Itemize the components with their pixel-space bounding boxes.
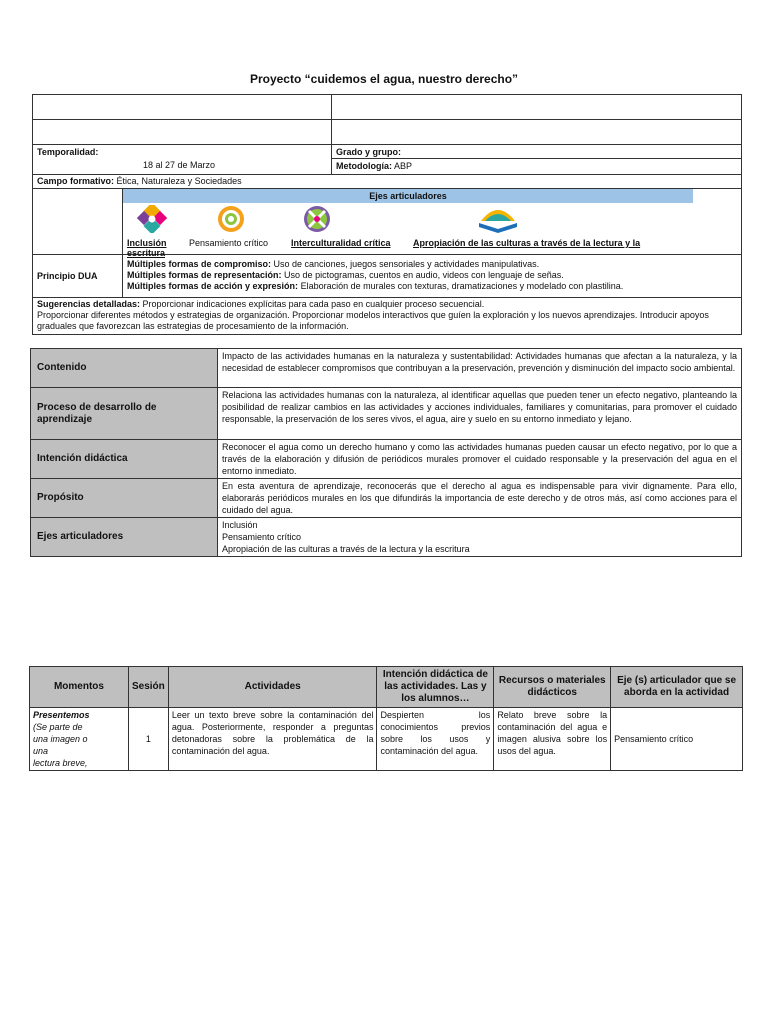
recursos-cell: Relato breve sobre la contaminación del agua e imagen alusiva sobre los usos del agua. [494,708,611,771]
intencion-label: Intención didáctica [31,440,218,478]
eje-inclusion-label: Inclusión [127,238,167,248]
dua-representacion [127,270,737,281]
grado-metodologia-cell [332,145,741,174]
header-momentos: Momentos [30,667,129,708]
blank-cell [332,120,741,144]
reading-culture-icon [477,203,519,233]
dua-compromiso-label: Múltiples formas de compromiso: [127,259,272,269]
ejes-articuladores-label: Ejes articuladores [31,518,218,556]
ejes-empty-cell [33,189,123,254]
sugerencias-line-1 [37,299,737,310]
interculturality-icon [303,205,331,233]
dua-accion-label: Múltiples formas de acción y expresión: [127,281,299,291]
actividades-cell: Leer un texto breve sobre la contaminación del agua. Posteriormente, responder a preguntas detonadoras sobre la problemática de la contaminación del agua. [168,708,377,771]
intencion-cell: Despierten los conocimientos previos sobre los usos y contaminación del agua. [377,708,494,771]
moments-table [29,666,743,771]
contenido-row [31,349,741,388]
planning-table [32,94,742,335]
critical-thinking-icon [217,205,245,233]
eje-pensamiento-label: Pensamiento crítico [189,238,269,248]
proposito-row [31,479,741,518]
dua-representacion-label: Múltiples formas de representación: [127,270,282,280]
proposito-label: Propósito [31,479,218,517]
dua-accion-text: Elaboración de murales con texturas, dramatizaciones y modelado con plastilina. [298,281,624,291]
metodologia-value: ABP [394,161,413,171]
dua-representacion-text: Uso de pictogramas, cuentos en audio, videos con lenguaje de señas. [281,270,564,280]
proceso-label: Proceso de desarrollo de aprendizaje [31,388,218,439]
eje-item: Apropiación de las culturas a través de la lectura y la escritura [222,544,470,554]
momento-line: lectura breve, [33,758,88,768]
eje-item: Pensamiento crítico [222,532,302,542]
eje-item: Inclusión [222,520,258,530]
header-actividades: Actividades [168,667,377,708]
contenido-label: Contenido [31,349,218,387]
eje-interculturalidad-label: Interculturalidad crítica [291,238,391,248]
intencion-value: Reconocer el agua como un derecho humano y como las actividades humanas pueden causar un efecto negativo, por lo que a través de la elaboración y difusión de periódicos murales promover el cuidado responsable y la preservación del agua en el entorno inmediato. [222,442,737,476]
sugerencias-label: Sugerencias detalladas: [37,299,141,309]
campo-line [33,175,246,188]
document-title: Proyecto “cuidemos el agua, nuestro derecho” [249,72,519,86]
ejes-row [33,189,741,258]
sesion-cell: 1 [128,708,168,771]
momento-line: una imagen o [33,734,88,744]
sugerencias-cell [33,298,741,334]
dua-compromiso-text: Uso de canciones, juegos sensoriales y actividades manipulativas. [271,259,540,269]
blank-row-2 [33,120,741,145]
dua-label: Principio DUA [33,255,123,297]
header-intencion: Intención didáctica de las actividades. Las y los alumnos… [377,667,494,708]
details-table [30,348,742,557]
intencion-row [31,440,741,479]
grado-label: Grado y grupo: [332,145,741,159]
table-row [30,708,743,771]
contenido-value: Impacto de las actividades humanas en la naturaleza y sustentabilidad: Actividades humanas que afectan a la naturaleza, y la necesidad de establecer compromisos que contribuyan a la preservación, prevención y disminución del impacto socio ambiental. [222,351,737,373]
eje-escritura-label: escritura [127,248,166,258]
sugerencias-text-1: Proporcionar indicaciones explícitas para cada paso en cualquier proceso secuencial. [140,299,485,309]
inclusion-icon [137,205,167,233]
eje-cell: Pensamiento crítico [611,708,743,771]
metodologia-label: Metodología: [336,161,392,171]
ejes-header: Ejes articuladores [123,189,693,203]
proposito-value: En esta aventura de aprendizaje, reconocerás que el derecho al agua es indispensable para vivir dignamente. Para ello, elaborarás periódicos murales en los que difundirás la importancia de este derecho y de otros más, así como acciones para el cuidado del agua. [222,481,737,515]
proceso-value: Relaciona las actividades humanas con la naturaleza, al identificar aquellas que pueden tener un efecto negativo, planteando la posibilidad de realizar cambios en las actividades y acciones individuales, familiares y comunitarias, para promover el cuidado responsable, la preservación de los seres vivos, el agua, aire y suelo en su entorno inmediato y lejano. [222,390,737,424]
momento-line: una [33,746,49,756]
temporalidad-value: 18 al 27 de Marzo [143,160,216,170]
eje-apropiacion-label: Apropiación de las culturas a través de la lectura y la [413,238,641,248]
blank-cell [332,95,741,119]
campo-row [33,175,741,189]
header-sesion: Sesión [128,667,168,708]
blank-cell [33,120,332,144]
momento-line: (Se parte de [33,722,83,732]
blank-cell [33,95,332,119]
moments-header-row [30,667,743,708]
ejes-cell [123,189,741,258]
momento-title: Presentemos [33,710,90,720]
temporalidad-cell [33,145,332,174]
temporalidad-label: Temporalidad: [37,147,99,157]
ejes-articuladores-value [218,518,741,556]
dua-accion [127,281,737,292]
ejes-icons [123,203,741,263]
ejes-articuladores-row [31,518,741,556]
sugerencias-row [33,298,741,334]
sugerencias-text-2: Proporcionar diferentes métodos y estrategias de organización. Proporcionar modelos interactivos que guíen la exploración y los nuevos aprendizajes. Introducir apoyos graduales que favorezcan las estrategias de procesamiento de la información. [37,310,709,331]
proceso-row [31,388,741,440]
blank-row-1 [33,95,741,120]
momento-cell [30,708,129,771]
metodologia-line [332,159,741,173]
header-eje: Eje (s) articulador que se aborda en la actividad [611,667,743,708]
temporalidad-row [33,145,741,175]
campo-label: Campo formativo: [37,176,115,186]
campo-value: Ética, Naturaleza y Sociedades [116,176,242,186]
header-recursos: Recursos o materiales didácticos [494,667,611,708]
